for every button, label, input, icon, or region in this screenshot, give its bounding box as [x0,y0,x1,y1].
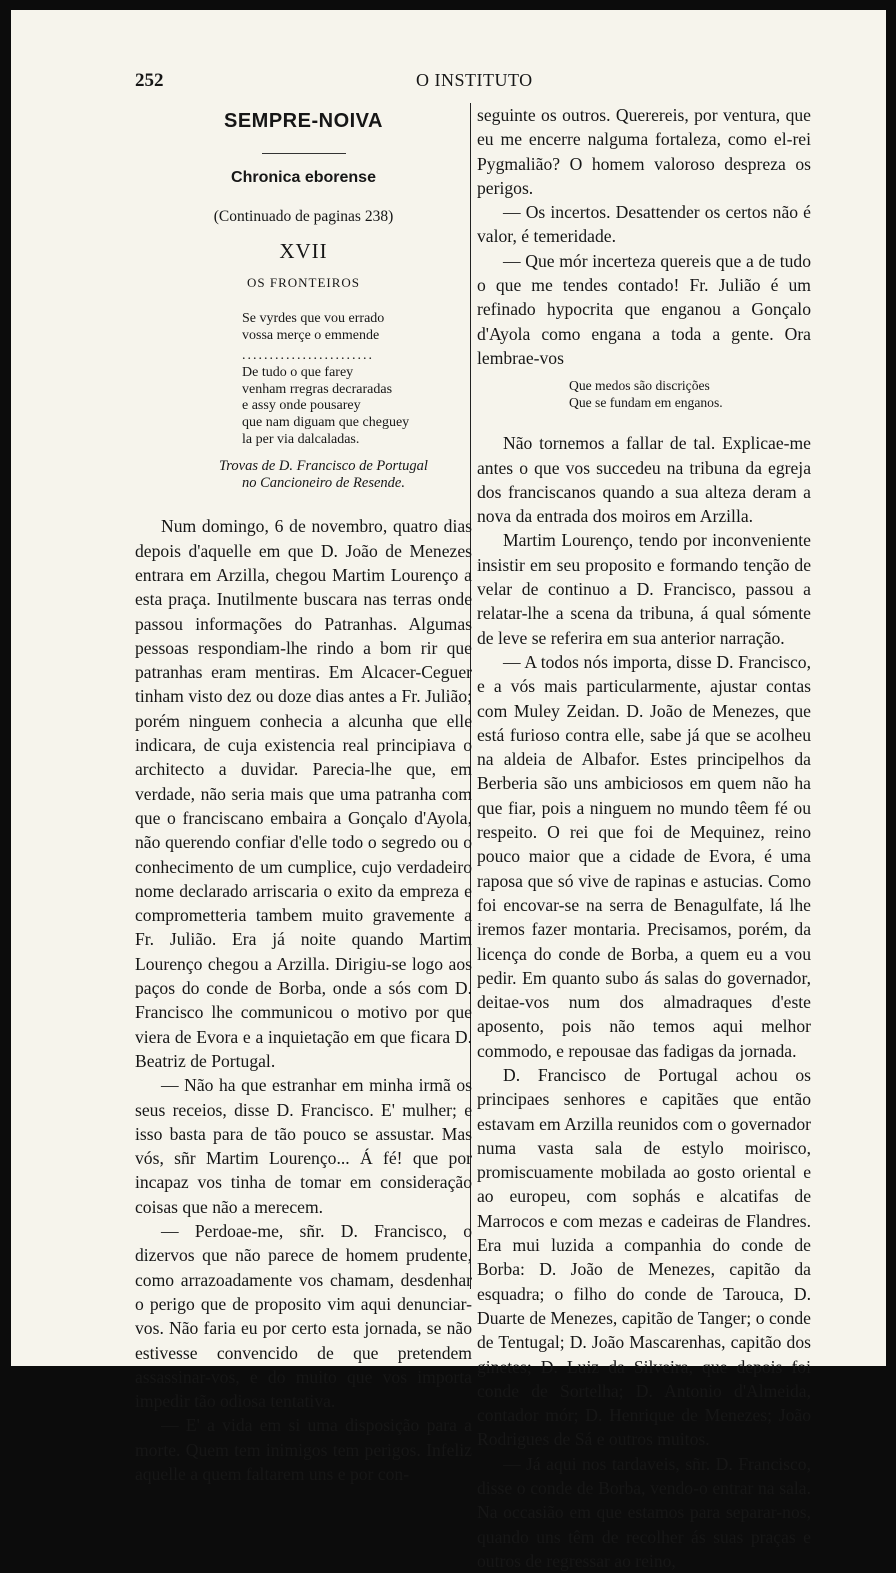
paragraph: — A todos nós importa, disse D. Francisco, e a vós mais particularmente, ajustar contas com Muley Zeidan. D. João de Menezes, que está furioso contra elle, sabe já que se acolheu na aldeia de Albafor. Estes principelhos da Berberia são uns ambiciosos em quem não ha que fiar, pois a ninguem no mundo têem fé ou respeito. O rei que foi de Mequinez, reino pouco maior que a cidade de Evora, é uma raposa que só vive de rapinas e astucias. Como foi encovar-se na serra de Benagulfate, lá lhe iremos fazer montaria. Precisamos, porém, da licença do conde de Borba, a quem eu a vou pedir. Em quanto subo ás salas do governador, deitae-vos num dos almadraques d'este aposento, pois não temos aqui melhor commodo, e repousae das fadigas da jornada. [477,651,811,1061]
verse-line: Que se fundam em enganos. [569,394,723,410]
paragraph: — Já aqui nos tardaveis, sñr. D. Francisco, disse o conde de Borba, vendo-o entrar na sala. Na occasião em que estamos para separar-nos, quando uns têm de recolher ás suas praças e outros de regressar ao reino, [477,1453,811,1571]
book-page [11,10,886,1571]
left-column [135,103,472,1486]
paragraph: — Perdoae-me, sñr. D. Francisco, o dizervos que não parece de homem prudente, como arrazoadamente vos chamam, desdenhar o perigo que de proposito vim aqui denunciar-vos. Não faria eu por certo esta jornada, se não estivesse convencido de que pretendem assassinar-vos, e do muito que vos importa impedir tão odiosa tentativa. [135,1221,472,1412]
verse-line: Que medos são discrições [569,378,710,394]
verse-line: De tudo o que farey [242,364,354,380]
paragraph: — Que mór incerteza quereis que a de tudo o que me tendes contado! Fr. Julião é um refinado hypocrita que enganou a Gonçalo d'Ayola como engana a toda a gente. Ora lembrae-vos [477,250,811,368]
epigraph-verse-b [242,365,472,449]
verse-line: que nam diguam que cheguey [242,415,410,430]
chapter-number: XVII [279,238,328,263]
paragraph: Não tornemos a fallar de tal. Explicae-me antes o que vos succedeu na tribuna da egreja dos franciscanos quando a sua alteza deram a nova da entrada dos moiros em Arzilla. [477,433,811,527]
paragraph: — Não ha que estranhar em minha irmã os seus receios, disse D. Francisco. E' mulher; e isso basta para de tão pouco se assustar. Mas vós, sñr Martim Lourenço... Á fé! que por incapaz vos tinha de tomar em consideração coisas que não a merecem. [135,1075,472,1217]
article-title: SEMPRE-NOIVA [224,110,383,132]
paragraph: Num domingo, 6 de novembro, quatro dias depois d'aquelle em que D. João de Menezes entrara em Arzilla, chegou Martim Lourenço a esta praça. Inutilmente buscara nas terras onde passou informações do Patranhas. Algumas pessoas respondiam-lhe rindo a bom rir que patranhas eram mentiras. Em Alcacer-Ceguer tinham visto dez ou doze dias antes a Fr. Julião; porém ninguem conhecia a alcunha que elle indicara, de cuja existencia real principiava o architecto a duvidar. Parecia-lhe que, em verdade, não seria mais que uma patranha com que o franciscano embaira a Gonçalo d'Ayola, não querendo confiar d'elle todo o segredo ou o conhecimento de um cumplice, cujo verdadeiro nome declarado arriscaria o exito da empreza e comprometteria tambem muito gravemente a Fr. Julião. Era já noite quando Martim Lourenço chegou a Arzilla. Dirigiu-se logo aos paços do conde de Borba, onde a sós com D. Francisco lhe communicou o motivo por que viera de Evora e a inquietação em que ficara D. Beatriz de Portugal. [135,516,472,1071]
verse-line: venham rregras decraradas [242,381,393,397]
chapter-title: OS FRONTEIROS [246,275,361,291]
paragraph: — Os incertos. Desattender os certos não é valor, é temeridade. [477,202,811,247]
paragraph: seguinte os outros. Querereis, por ventura, que eu me encerre nalguma fortaleza, como el-rei Pygmalião? O homem valoroso despreza os perigos. [477,105,811,198]
title-rule [262,153,346,154]
verse-line: la per via dalcaladas. [242,431,360,447]
article-subtitle: Chronica eborense [231,169,376,187]
verse-line: e assy onde pousarey [242,398,361,414]
quoted-verse [569,378,811,411]
running-title: O INSTITUTO [416,70,533,90]
epigraph-verse-a [242,311,472,344]
verse-line: vossa merçe o emmende [242,328,380,344]
paragraph: D. Francisco de Portugal achou os principaes senhores e capitães que então estavam em Arzilla reunidos com o governador numa vasta sala de estylo moirisco, promiscuamente mobilada ao gosto oriental e ao europeu, com sophás e alcatifas de Marrocos e com mezas e cadeiras de Flandres. Era mui luzida a companhia do conde de Borba: D. João de Menezes, capitão da esquadra; o filho do conde de Tarouca, D. Duarte de Menezes, capitão de Tanger; o conde de Tentugal; D. João Mascarenhas, capitão dos ginetes; D. Luiz da Silveira, que depois foi conde de Sortelha; D. Antonio d'Almeida, contador mór; D. Henrique de Menezes; João Rodrigues de Sá e outros muitos. [477,1064,811,1450]
page-number: 252 [135,70,164,91]
paragraph: — E' a vida em si uma disposição para a morte. Quem tem inimigos tem perigos. Infeliz aquelle a quem faltarem uns e por con- [135,1415,472,1484]
verse-ellipsis: ........................ [242,347,374,363]
right-column [477,103,811,1573]
continued-note: (Continuado de paginas 238) [213,207,394,225]
epigraph-attribution [175,458,472,492]
attribution-line: Trovas de D. Francisco de Portugal [219,458,428,475]
paragraph: Martim Lourenço, tendo por inconveniente insistir em seu proposito e formando tenção de velar de continuo a D. Francisco, passou a relatar-lhe a scena da tribuna, á qual sómente de leve se referira em sua anterior narração. [477,530,811,648]
verse-line: Se vyrdes que vou errado [242,311,385,327]
attribution-line: no Cancioneiro de Resende. [242,475,405,492]
